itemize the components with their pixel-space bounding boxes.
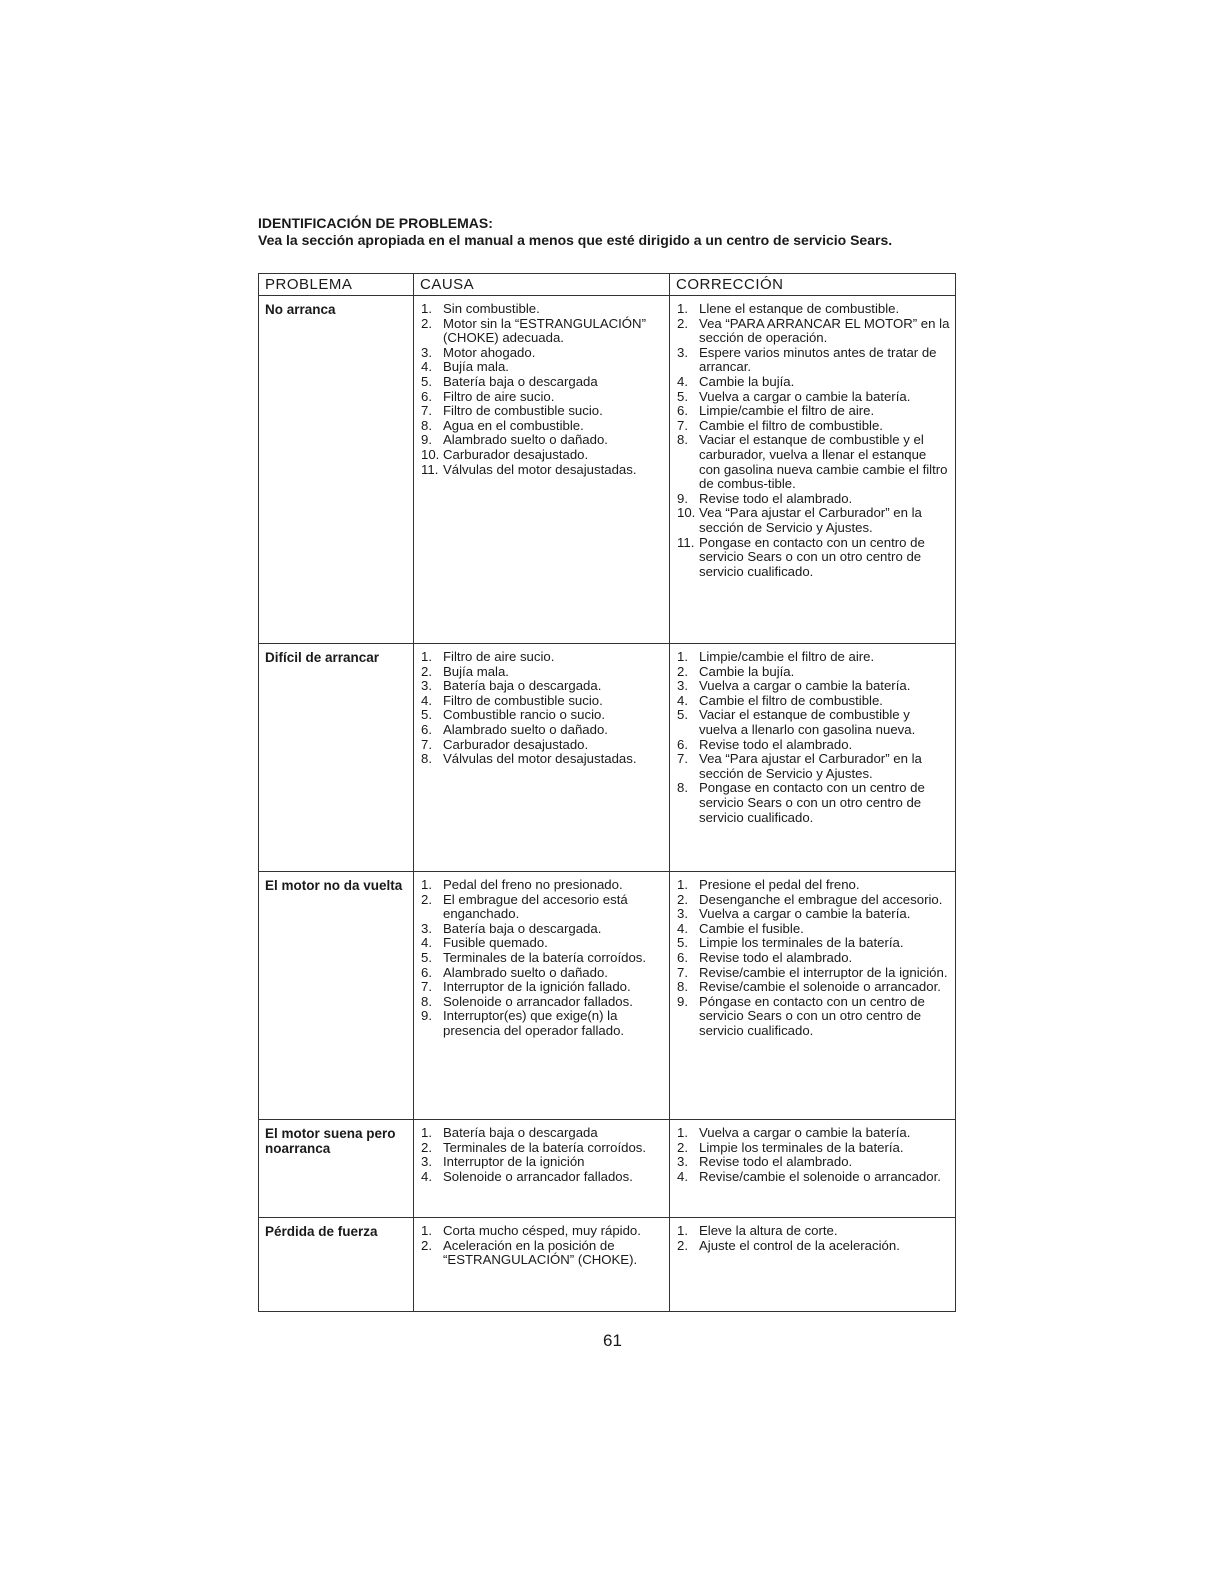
cause-cell [414,644,670,872]
correction-item-number: 5. [677,935,688,951]
correction-item-text: Revise/cambie el interruptor de la ignición. [699,964,948,980]
cause-item-number: 1. [421,649,432,664]
correction-item-number: 2. [677,663,688,679]
cause-item [418,708,665,723]
cause-item-number: 5. [421,949,432,965]
correction-item-text: Vea “PARA ARRANCAR EL MOTOR” en la sección de operación. [699,315,950,346]
correction-item [674,980,951,995]
cause-item-number: 1. [421,1125,432,1140]
correction-item-number: 4. [677,1168,688,1184]
correction-item-text: Vuelva a cargar o cambie la batería. [699,906,911,922]
cause-list [418,1126,665,1184]
cause-item [418,1239,665,1268]
correction-item-text: Cambie el filtro de combustible. [699,692,883,708]
correction-item [674,694,951,709]
cause-item-number: 5. [421,373,432,389]
correction-item-number: 8. [677,432,688,448]
cause-item [418,936,665,951]
cause-item [418,1126,665,1141]
correction-item [674,433,951,491]
cause-item [418,1170,665,1185]
cause-item [418,404,665,419]
correction-item-number: 4. [677,692,688,708]
table-row [259,1120,956,1218]
cause-item [418,448,665,463]
problem-cell [259,296,414,644]
correction-item-number: 1. [677,1223,688,1238]
cause-item-number: 6. [421,388,432,404]
cause-item-text: Alambrado suelto o dañado. [443,432,608,448]
cause-item-text: Filtro de aire sucio. [443,388,555,404]
correction-item-number: 6. [677,949,688,965]
cause-item [418,360,665,375]
correction-item-number: 8. [677,979,688,995]
cause-item-number: 3. [421,1154,432,1170]
cause-item [418,1009,665,1038]
correction-item [674,922,951,937]
cause-item [418,650,665,665]
correction-cell [670,644,956,872]
cause-item-text: Terminales de la batería corroídos. [443,949,647,965]
correction-list [674,1126,951,1184]
cause-list [418,1224,665,1268]
correction-item [674,1141,951,1156]
correction-item-text: Vea “Para ajustar el Carburador” en la sección de Servicio y Ajustes. [699,751,922,781]
correction-item [674,404,951,419]
correction-item-number: 1. [677,649,688,664]
cause-item-number: 3. [421,678,432,694]
cause-item-number: 7. [421,736,432,752]
correction-item [674,665,951,680]
problem-cell [259,1120,414,1218]
correction-item-number: 1. [677,877,688,892]
cause-item [418,346,665,361]
correction-item-number: 4. [677,373,688,389]
correction-item-number: 4. [677,920,688,936]
correction-cell [670,1218,956,1312]
cause-item-text: Batería baja o descargada. [443,678,602,694]
correction-item-text: Revise todo el alambrado. [699,736,853,752]
correction-item-text: Desenganche el embrague del accesorio. [699,891,943,907]
correction-item-text: Revise/cambie el solenoide o arrancador. [699,1168,941,1184]
correction-item-text: Vuelva a cargar o cambie la batería. [699,678,911,694]
page-number: 61 [603,1331,622,1350]
correction-item-number: 7. [677,964,688,980]
correction-item [674,419,951,434]
correction-item-text: Cambie el filtro de combustible. [699,417,883,433]
correction-item-text: Revise/cambie el solenoide o arrancador. [699,979,941,995]
cause-item [418,1155,665,1170]
correction-item [674,302,951,317]
correction-item-number: 5. [677,388,688,404]
correction-item [674,679,951,694]
correction-item [674,375,951,390]
cause-item [418,966,665,981]
cause-item-number: 7. [421,403,432,419]
cause-item-text: Solenoide o arrancador fallados. [443,993,633,1009]
problem-label: El motor no da vuelta [265,878,403,893]
cause-item-number: 9. [421,1008,432,1024]
correction-item [674,506,951,535]
correction-item-text: Limpie los terminales de la batería. [699,1139,904,1155]
problem-label: Pérdida de fuerza [265,1224,378,1239]
correction-item-number: 9. [677,490,688,506]
correction-item-text: Vuelva a cargar o cambie la batería. [699,388,911,404]
cause-item-text: Bujía mala. [443,359,509,375]
cause-item-text: Fusible quemado. [443,935,548,951]
cause-item [418,1141,665,1156]
cause-item [418,951,665,966]
cause-item [418,995,665,1010]
cause-list [418,302,665,477]
cause-item-number: 4. [421,935,432,951]
correction-item [674,1224,951,1239]
cause-item-text: Válvulas del motor desajustadas. [443,461,637,477]
correction-item-number: 1. [677,301,688,316]
cause-item-text: Filtro de combustible sucio. [443,403,603,419]
correction-item-number: 7. [677,751,688,767]
cause-item [418,738,665,753]
correction-item-text: Llene el estanque de combustible. [699,301,900,316]
cause-item [418,375,665,390]
cause-item [418,302,665,317]
table-body [259,296,956,1312]
cause-item-number: 4. [421,1168,432,1184]
correction-item [674,346,951,375]
correction-item [674,781,951,825]
correction-item-number: 3. [677,906,688,922]
cause-item-number: 3. [421,920,432,936]
cause-item-number: 2. [421,315,432,331]
cause-item-number: 1. [421,301,432,316]
correction-item-text: Cambie la bujía. [699,663,795,679]
correction-list [674,1224,951,1253]
cause-item-text: Filtro de combustible sucio. [443,692,603,708]
cause-item-number: 4. [421,692,432,708]
cause-item-number: 8. [421,417,432,433]
cause-item-number: 2. [421,1237,432,1253]
problem-cell [259,644,414,872]
cause-item-number: 1. [421,877,432,892]
cause-item-number: 2. [421,663,432,679]
cause-item-text: Batería baja o descargada. [443,920,602,936]
correction-item [674,1239,951,1254]
cause-cell [414,1120,670,1218]
cause-item [418,433,665,448]
correction-item [674,536,951,580]
cause-item-number: 11. [421,461,439,477]
cause-item [418,980,665,995]
cause-item-number: 9. [421,432,432,448]
column-header-problem: PROBLEMA [259,274,414,296]
correction-item [674,708,951,737]
correction-list [674,878,951,1039]
cause-item-text: Carburador desajustado. [443,446,589,462]
cause-item-text: Aceleración en la posición de “ESTRANGULACIÓN” (CHOKE). [443,1237,638,1268]
cause-item-text: El embrague del accesorio está enganchado. [443,891,628,922]
cause-item [418,665,665,680]
correction-item-number: 2. [677,1139,688,1155]
correction-item [674,1170,951,1185]
column-header-cause: CAUSA [414,274,670,296]
correction-cell [670,1120,956,1218]
correction-cell [670,296,956,644]
correction-item-text: Espere varios minutos antes de tratar de arrancar. [699,344,937,375]
correction-item-number: 2. [677,315,688,331]
cause-item [418,390,665,405]
cause-item-text: Carburador desajustado. [443,736,589,752]
cause-item [418,317,665,346]
cause-item-number: 2. [421,1139,432,1155]
correction-item [674,738,951,753]
cause-item-text: Combustible rancio o sucio. [443,707,605,723]
page-heading [258,215,958,249]
correction-item [674,752,951,781]
correction-item [674,317,951,346]
table-row [259,644,956,872]
correction-item [674,936,951,951]
correction-item-number: 2. [677,891,688,907]
correction-item-number: 6. [677,403,688,419]
table-header [259,274,956,296]
cause-list [418,878,665,1039]
cause-item-text: Pedal del freno no presionado. [443,877,623,892]
correction-item [674,1155,951,1170]
correction-item-text: Vaciar el estanque de combustible y el carburador, vuelva a llenar el estanque con gasolina nueva cambie cambie el filtro de combus-tible. [699,432,948,492]
cause-cell [414,296,670,644]
problem-cell [259,872,414,1120]
correction-item-text: Vuelva a cargar o cambie la batería. [699,1125,911,1140]
problem-label: Difícil de arrancar [265,650,380,665]
cause-item-text: Alambrado suelto o dañado. [443,964,608,980]
correction-item-number: 1. [677,1125,688,1140]
cause-item [418,1224,665,1239]
cause-item-text: Solenoide o arrancador fallados. [443,1168,633,1184]
cause-item-text: Corta mucho césped, muy rápido. [443,1223,641,1238]
cause-item-text: Interruptor de la ignición fallado. [443,979,631,995]
correction-item-text: Vaciar el estanque de combustible y vuelva a llenarlo con gasolina nueva. [699,707,916,737]
correction-item-text: Pongase en contacto con un centro de servicio Sears o con un otro centro de servicio cualificado. [699,780,925,825]
cause-item-number: 5. [421,707,432,723]
cause-item-text: Bujía mala. [443,663,509,679]
cause-item-text: Terminales de la batería corroídos. [443,1139,647,1155]
table-row [259,872,956,1120]
cause-item-text: Válvulas del motor desajustadas. [443,751,637,767]
correction-item-number: 6. [677,736,688,752]
cause-item-number: 6. [421,721,432,737]
cause-item-text: Filtro de aire sucio. [443,649,555,664]
cause-item-text: Sin combustible. [443,301,540,316]
correction-item-text: Eleve la altura de corte. [699,1223,838,1238]
section-subtitle: Vea la sección apropiada en el manual a menos que esté dirigido a un centro de servicio Sears. [258,232,893,248]
correction-item-number: 7. [677,417,688,433]
cause-item-number: 1. [421,1223,432,1238]
troubleshooting-table [258,273,956,1312]
correction-item-text: Limpie/cambie el filtro de aire. [699,649,875,664]
cause-item-number: 4. [421,359,432,375]
correction-item-text: Cambie la bujía. [699,373,795,389]
correction-item-text: Presione el pedal del freno. [699,877,860,892]
cause-item-number: 10. [421,446,440,462]
correction-item-text: Limpie/cambie el filtro de aire. [699,403,875,419]
correction-item-number: 3. [677,678,688,694]
correction-item [674,1126,951,1141]
correction-item-text: Limpie los terminales de la batería. [699,935,904,951]
correction-item-text: Revise todo el alambrado. [699,1154,853,1170]
correction-item-number: 3. [677,1154,688,1170]
cause-item-number: 8. [421,751,432,767]
correction-item-text: Revise todo el alambrado. [699,490,853,506]
cause-item [418,679,665,694]
correction-item-number: 5. [677,707,688,723]
cause-item [418,694,665,709]
cause-item [418,752,665,767]
correction-item-number: 10. [677,505,696,521]
problem-label: No arranca [265,302,336,317]
cause-item-number: 8. [421,993,432,1009]
correction-item-text: Revise todo el alambrado. [699,949,853,965]
cause-item-number: 6. [421,964,432,980]
correction-item [674,878,951,893]
table-row [259,296,956,644]
table-row [259,1218,956,1312]
cause-item-text: Interruptor(es) que exige(n) la presencia del operador fallado. [443,1008,625,1038]
cause-list [418,650,665,767]
cause-item-number: 2. [421,891,432,907]
cause-item-text: Motor ahogado. [443,344,536,360]
problem-label: El motor suena pero noarranca [265,1126,396,1156]
cause-item-number: 3. [421,344,432,360]
correction-item-number: 8. [677,780,688,796]
correction-item-text: Póngase en contacto con un centro de servicio Sears o con un otro centro de servicio cualificado. [699,993,925,1038]
correction-item-number: 11. [677,534,695,550]
correction-list [674,650,951,825]
cause-item-text: Agua en el combustible. [443,417,584,433]
correction-item [674,907,951,922]
cause-item-text: Batería baja o descargada [443,1125,598,1140]
cause-item [418,893,665,922]
cause-item [418,723,665,738]
problem-cell [259,1218,414,1312]
correction-item [674,966,951,981]
correction-cell [670,872,956,1120]
correction-item-text: Cambie el fusible. [699,920,804,936]
correction-item [674,893,951,908]
cause-item [418,419,665,434]
correction-item-text: Vea “Para ajustar el Carburador” en la sección de Servicio y Ajustes. [699,505,922,535]
correction-item [674,492,951,507]
column-header-correction: CORRECCIÓN [670,274,956,296]
correction-item-text: Ajuste el control de la aceleración. [699,1237,900,1253]
correction-item-number: 3. [677,344,688,360]
correction-list [674,302,951,579]
cause-item-text: Batería baja o descargada [443,373,598,389]
correction-item [674,390,951,405]
cause-item [418,922,665,937]
cause-item [418,463,665,478]
correction-item [674,995,951,1039]
correction-item [674,951,951,966]
correction-item-number: 2. [677,1237,688,1253]
cause-item-text: Interruptor de la ignición [443,1154,585,1170]
cause-item-text: Alambrado suelto o dañado. [443,721,608,737]
section-title: IDENTIFICACIÓN DE PROBLEMAS: [258,215,493,231]
cause-item-number: 7. [421,979,432,995]
correction-item [674,650,951,665]
cause-cell [414,1218,670,1312]
cause-item-text: Motor sin la “ESTRANGULACIÓN” (CHOKE) adecuada. [443,315,646,346]
correction-item-number: 9. [677,993,688,1009]
cause-item [418,878,665,893]
correction-item-text: Pongase en contacto con un centro de servicio Sears o con un otro centro de servicio cualificado. [699,534,925,579]
cause-cell [414,872,670,1120]
